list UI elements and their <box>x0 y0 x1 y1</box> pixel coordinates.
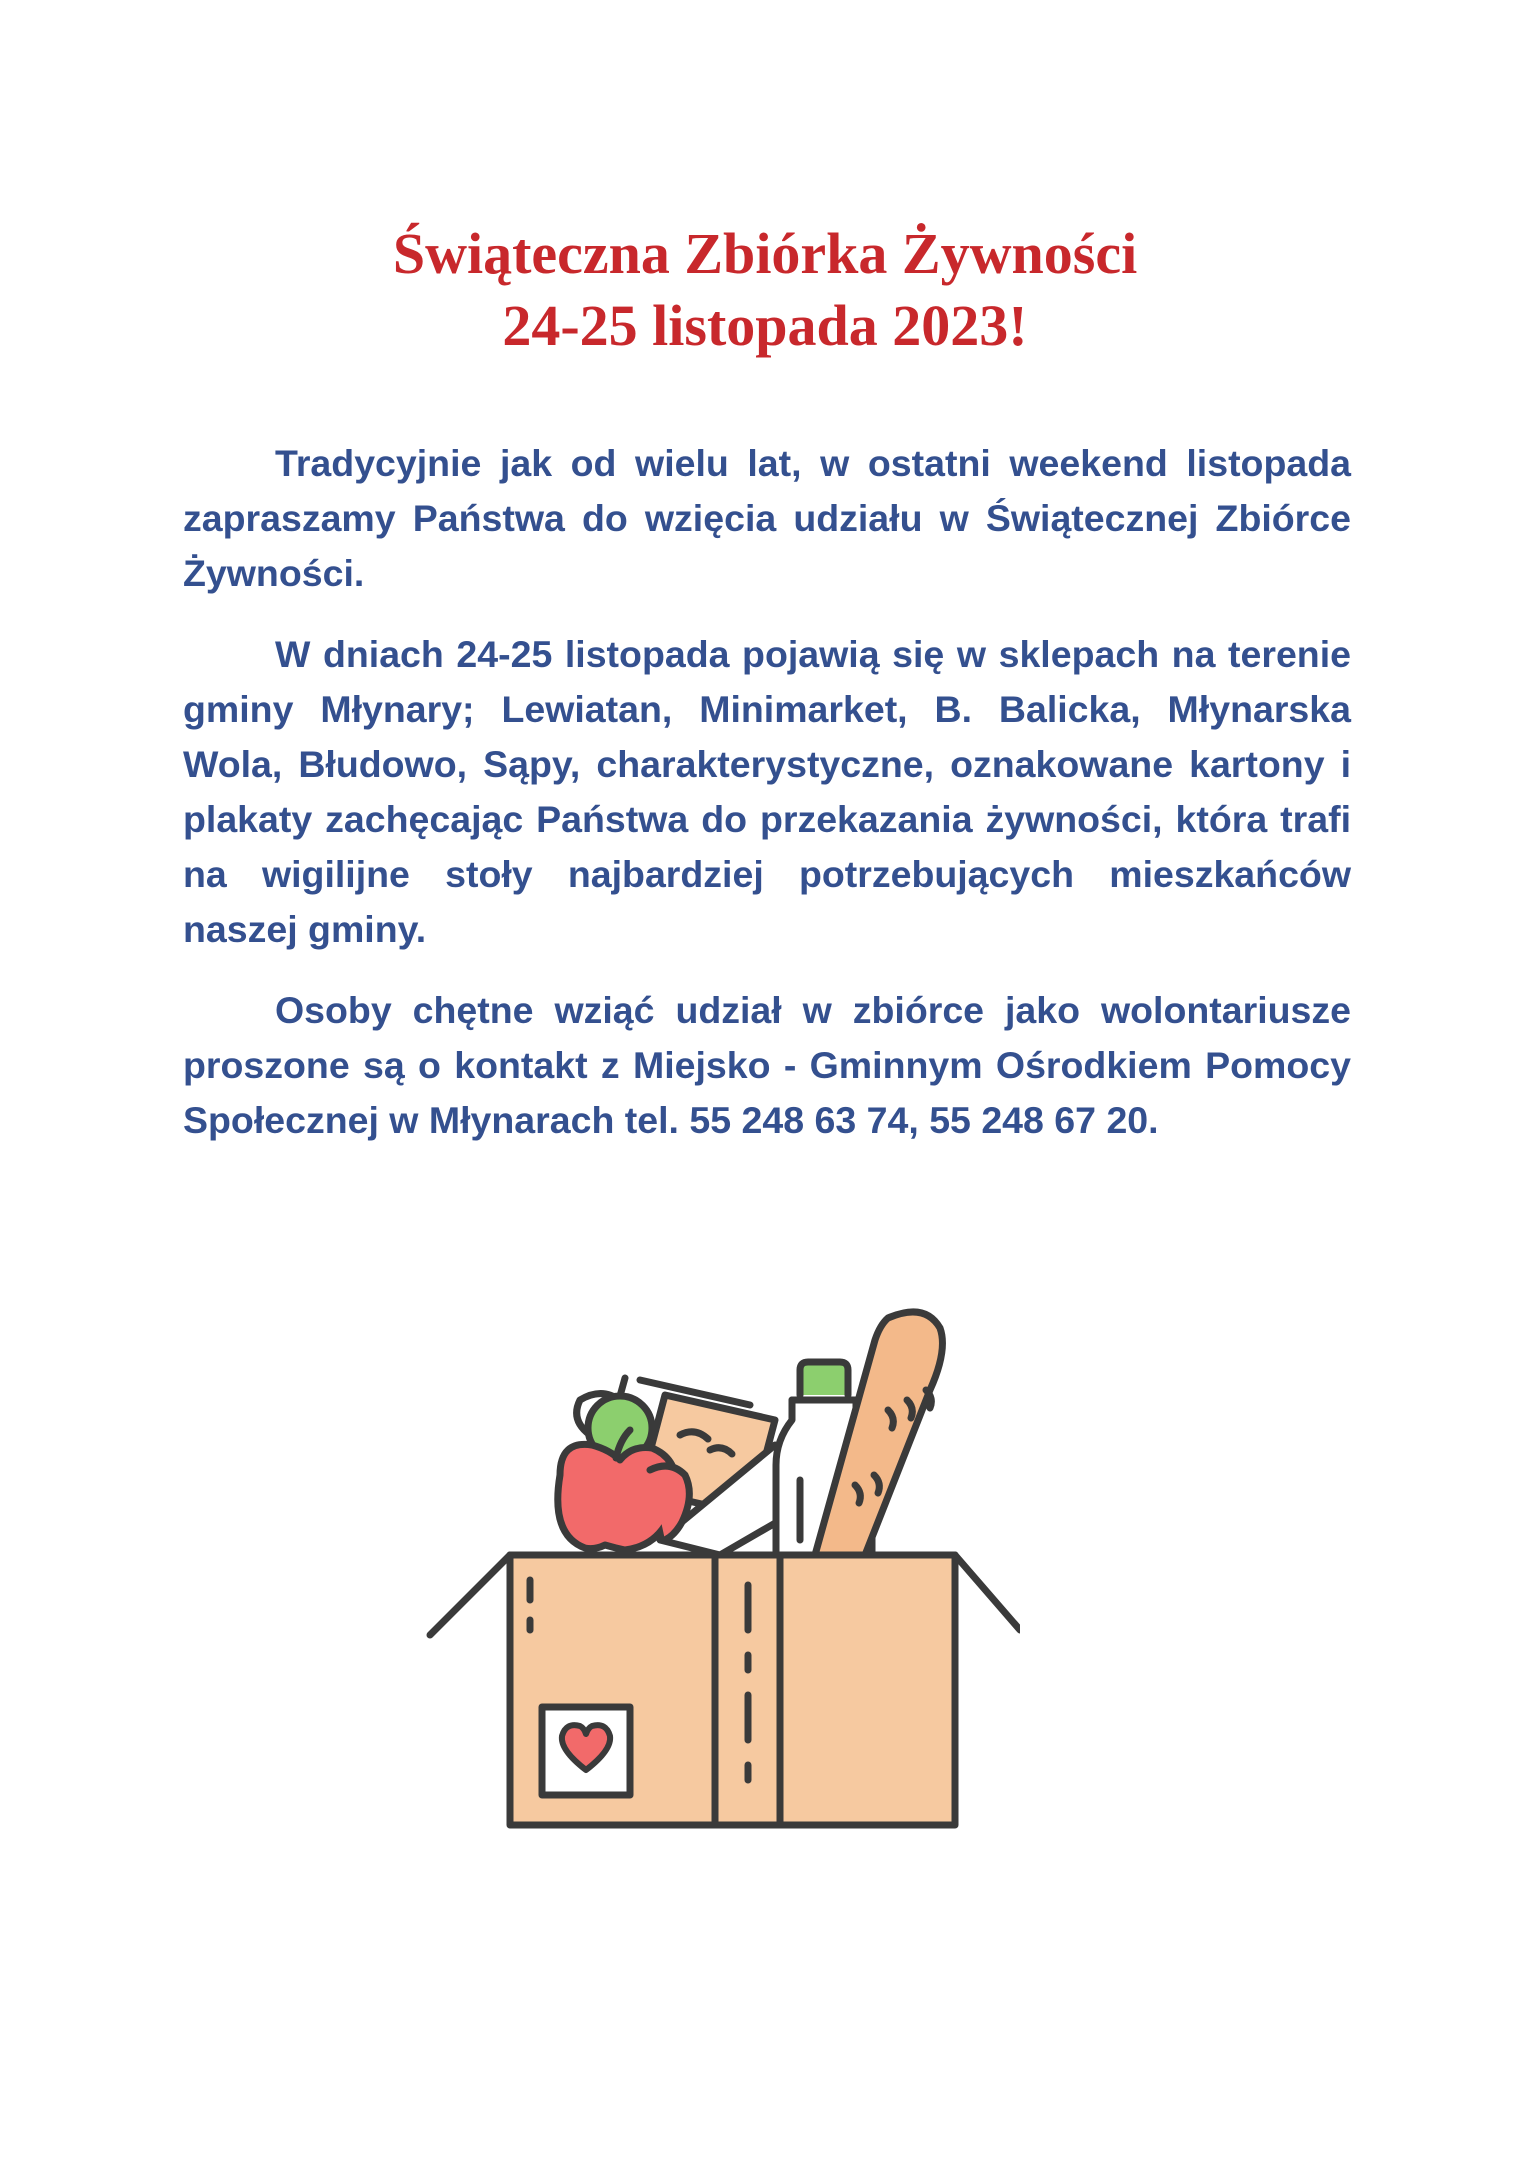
paragraph-stores: W dniach 24-25 listopada pojawią się w sklepach na terenie gminy Młynary; Lewiatan, Minimarket, B. Balicka, Młynarska Wola, Błudowo, Sąpy, charakterystyczne, oznakowane kartony i plakaty zachęcając Państwa do przekazania żywności, która trafi na wigilijne stoły najbardziej potrzebujących mieszkańców naszej gminy. <box>183 633 1351 950</box>
title-line-2: 24-25 listopada 2023! <box>502 293 1028 358</box>
heart-label-icon <box>542 1707 630 1795</box>
food-donation-box-icon <box>420 1300 1020 1850</box>
paragraph-volunteers: Osoby chętne wziąć udział w zbiórce jako wolontariusze proszone są o kontakt z Miejsko - Gminnym Ośrodkiem Pomocy Społecznej w Młynarach tel. 55 248 63 74, 55 248 67 20. <box>183 989 1351 1141</box>
page-title <box>0 218 1530 362</box>
title-line-1: Świąteczna Zbiórka Żywności <box>392 221 1138 286</box>
paragraph-intro: Tradycyjnie jak od wielu lat, w ostatni weekend listopada zapraszamy Państwa do wzięcia udziału w Świątecznej Zbiórce Żywności. <box>183 442 1351 594</box>
body-text <box>183 436 1351 1174</box>
